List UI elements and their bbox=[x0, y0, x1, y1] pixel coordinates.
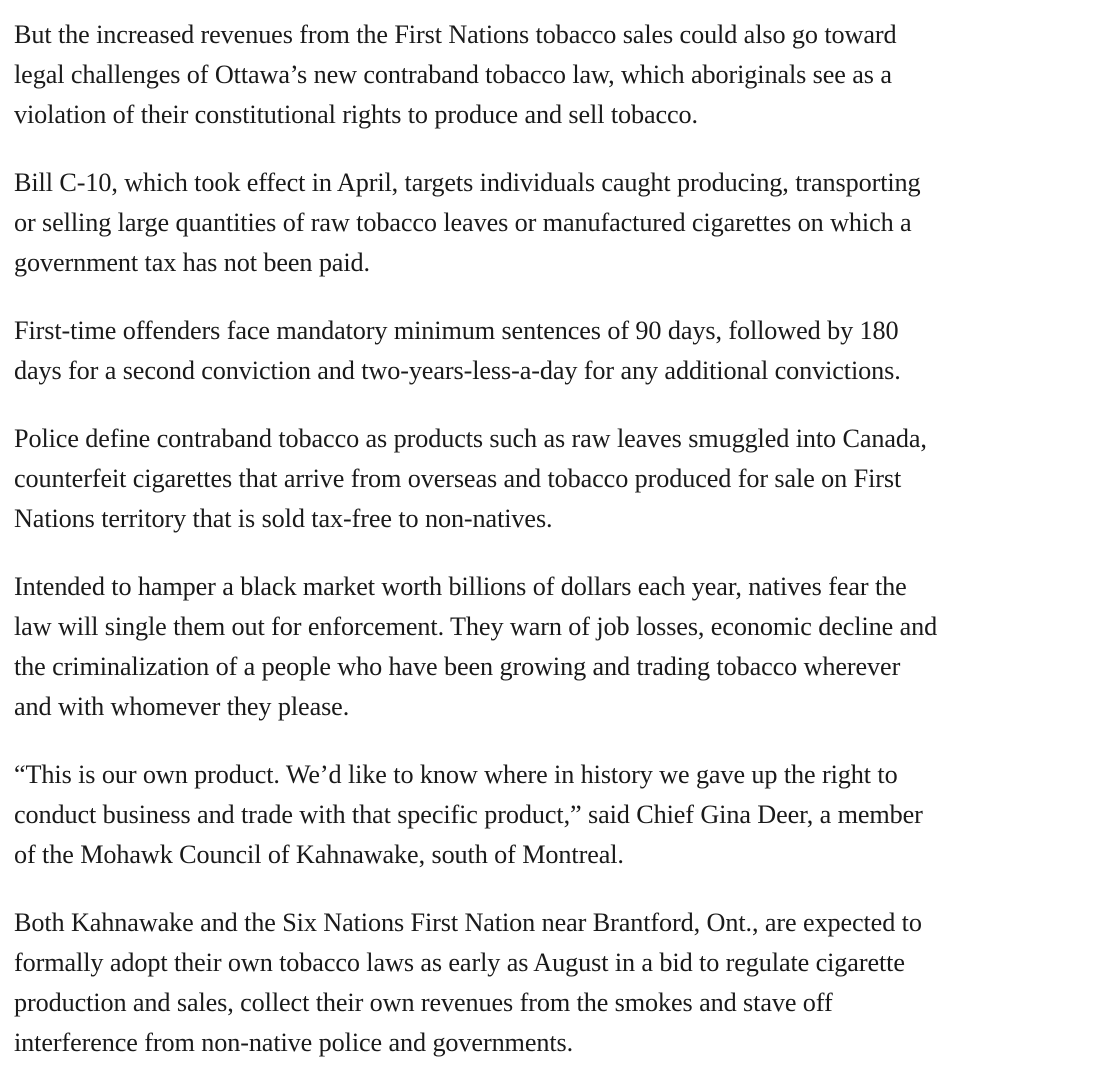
article-paragraph-1: But the increased revenues from the First Nations tobacco sales could also go toward legal challenges of Ottawa’s new contraband tobacco law, which aboriginals see as a violation of their constitutional rights to produce and sell tobacco. bbox=[14, 20, 897, 129]
article-paragraph-6: “This is our own product. We’d like to know where in history we gave up the right to conduct business and trade with that specific product,” said Chief Gina Deer, a member of the Mohawk Council of Kahnawake, south of Montreal. bbox=[14, 760, 923, 869]
article-paragraph-7: Both Kahnawake and the Six Nations First Nation near Brantford, Ont., are expected to formally adopt their own tobacco laws as early as August in a bid to regulate cigarette production and sales, collect their own revenues from the smokes and stave off interference from non-native police and governments. bbox=[14, 908, 922, 1057]
article-paragraph-4: Police define contraband tobacco as products such as raw leaves smuggled into Canada, counterfeit cigarettes that arrive from overseas and tobacco produced for sale on First Nations territory that is sold tax-free to non-natives. bbox=[14, 424, 927, 533]
article-paragraph-5: Intended to hamper a black market worth billions of dollars each year, natives fear the law will single them out for enforcement. They warn of job losses, economic decline and the criminalization of a people who have been growing and trading tobacco wherever and with whomever they please. bbox=[14, 572, 938, 721]
article-body bbox=[14, 15, 1104, 1091]
article-paragraph-2: Bill C-10, which took effect in April, targets individuals caught producing, transporting or selling large quantities of raw tobacco leaves or manufactured cigarettes on which a government tax has not been paid. bbox=[14, 168, 921, 277]
article-paragraph-3: First-time offenders face mandatory minimum sentences of 90 days, followed by 180 days for a second conviction and two-years-less-a-day for any additional convictions. bbox=[14, 316, 901, 385]
